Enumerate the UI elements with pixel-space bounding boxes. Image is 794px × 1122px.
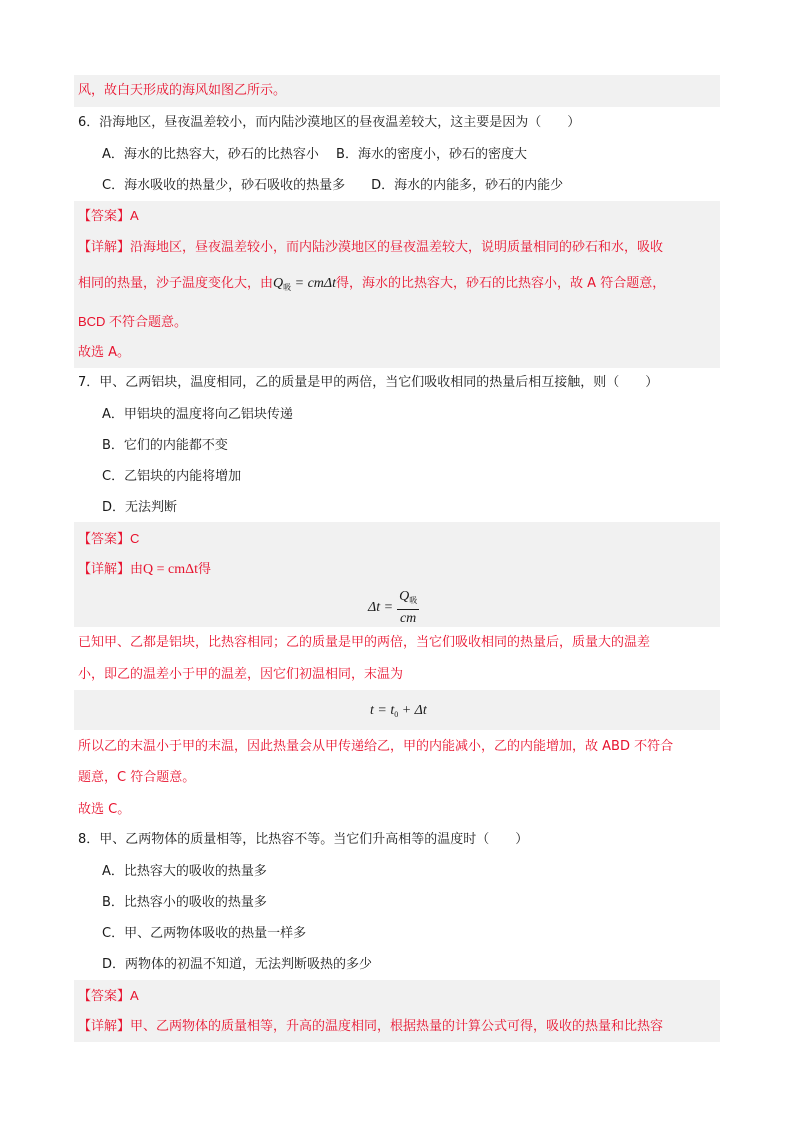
question-6-options-ab: A．海水的比热容大，砂石的比热容小 B．海水的密度小，砂石的密度大 [102, 147, 527, 162]
formula-delta-t-fraction: Δt = $\frac{Q_吸}{cm}$ [368, 589, 418, 626]
question-8-stem: 8．甲、乙两物体的质量相等，比热容不等。当它们升高相等的温度时（ ） [78, 832, 529, 847]
question-6-detail-line-2: 相同的热量，沙子温度变化大，由$Q_吸 = cm\Delta t$得，海水的比热容大，砂石的比热容小，故 A 符合题意， [78, 276, 666, 292]
question-7-option-c: C．乙铝块的内能将增加 [102, 469, 242, 484]
question-7-option-a: A．甲铝块的温度将向乙铝块传递 [102, 407, 293, 422]
formula-q-absorb: $Q_吸 = cm\Delta t$ [273, 276, 337, 292]
answer-value: A [130, 988, 139, 1003]
question-6-options-cd: C．海水吸收的热量少，砂石吸收的热量多 D．海水的内能多，砂石的内能少 [102, 178, 564, 193]
question-6-detail-line-1: 【详解】沿海地区，昼夜温差较小，而内陆沙漠地区的昼夜温差较大，说明质量相同的砂石和水，吸收 [78, 240, 664, 255]
question-8-option-d: D．两物体的初温不知道，无法判断吸热的多少 [102, 957, 373, 972]
question-8-option-a: A．比热容大的吸收的热量多 [102, 864, 267, 879]
question-8-answer [78, 987, 139, 1006]
question-7-conclusion: 故选 C。 [78, 802, 131, 817]
fraction-denominator: cm [399, 611, 417, 626]
question-7-option-b: B．它们的内能都不变 [102, 438, 228, 453]
question-7-answer [78, 530, 139, 549]
question-6-detail-line-3: BCD 不符合题意。 [78, 314, 188, 329]
answer-label: 【答案】 [78, 209, 131, 224]
continuation-text: 风，故白天形成的海风如图乙所示。 [78, 83, 287, 98]
question-7-detail-line-3: 小，即乙的温差小于甲的温差，因它们初温相同，末温为 [78, 667, 404, 682]
question-7-detail-line-5: 题意，C 符合题意。 [78, 770, 196, 785]
answer-value: A [130, 208, 139, 223]
question-7-option-d: D．无法判断 [102, 500, 178, 515]
detail-label: 【详解】 [78, 562, 131, 577]
question-6-conclusion: 故选 A。 [78, 345, 131, 360]
detail-label: 【详解】 [78, 1019, 131, 1034]
question-8-option-b: B．比热容小的吸收的热量多 [102, 895, 267, 910]
question-7-detail-line-4: 所以乙的末温小于甲的末温，因此热量会从甲传递给乙，甲的内能减小，乙的内能增加，故 ABD 不符合 [78, 739, 674, 754]
formula-q-cm-dt: Q = cmΔt [143, 562, 199, 577]
answer-value: C [130, 531, 140, 546]
answer-label: 【答案】 [78, 989, 131, 1004]
answer-label: 【答案】 [78, 532, 131, 547]
question-8-detail-line-1: 【详解】甲、乙两物体的质量相等，升高的温度相同，根据热量的计算公式可得，吸收的热量和比热容 [78, 1019, 664, 1034]
question-7-detail-line-2: 已知甲、乙都是铝块，比热容相同；乙的质量是甲的两倍，当它们吸收相同的热量后，质量大的温差 [78, 635, 651, 650]
question-7-stem: 7．甲、乙两铝块，温度相同，乙的质量是甲的两倍，当它们吸收相同的热量后相互接触，则（ ） [78, 375, 659, 390]
question-6-answer [78, 207, 139, 226]
question-8-option-c: C．甲、乙两物体吸收的热量一样多 [102, 926, 307, 941]
fraction-numerator: $Q_吸$ [397, 588, 419, 610]
formula-final-temperature: $t = t_0 + \Delta t$ [370, 703, 427, 719]
question-7-detail-line-1: 【详解】由Q = cmΔt得 [78, 562, 212, 577]
question-6-stem: 6．沿海地区，昼夜温差较小，而内陆沙漠地区的昼夜温差较大，这主要是因为（ ） [78, 115, 581, 130]
detail-label: 【详解】 [78, 240, 131, 255]
